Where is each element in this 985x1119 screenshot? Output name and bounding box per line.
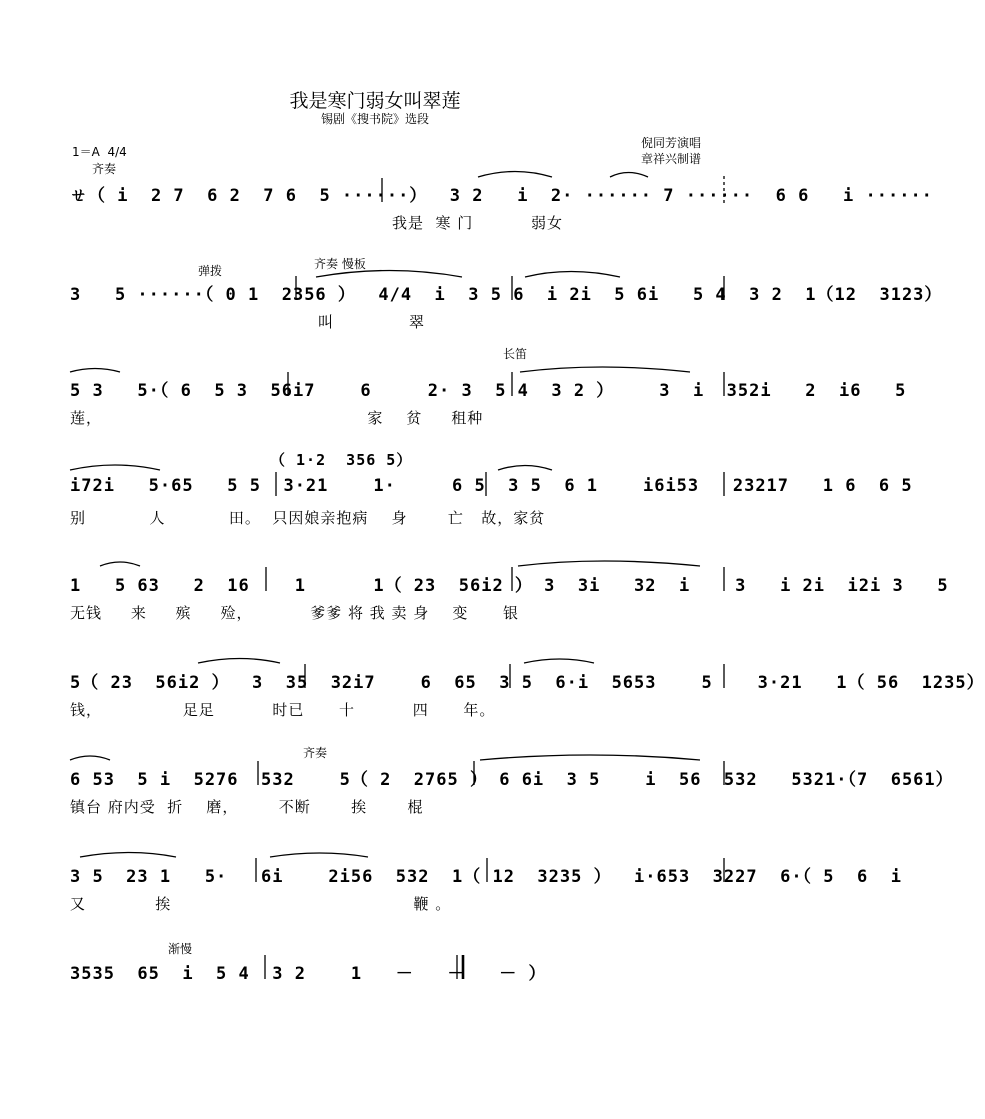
notation-credit: 章祥兴制谱 <box>641 152 702 166</box>
slur <box>518 561 700 566</box>
song-subtitle: 锡剧《搜书院》选段 <box>320 112 429 126</box>
slur <box>100 562 140 566</box>
notation-line-7: 6 53 5 i 5276 532 5（ 2 2765 ） 6 6i 3 5 i 56 532 5321·（7 6561） <box>70 770 954 790</box>
lyric-line-7: 镇台 府内受 折 磨， 不断 挨 棍 <box>70 798 424 816</box>
key-meter-label: 1＝A 4/4 <box>72 145 127 159</box>
slur <box>480 755 700 760</box>
lyric-line-3: 莲， 家 贫 租种 <box>70 409 484 427</box>
slur <box>610 173 648 178</box>
notation-line-4: i72i 5·65 5 5 3·21 1· 6 5 3 5 6 1 i6i53 23217 1 6 6 5 <box>70 476 913 496</box>
notation-line-3: 5 3 5·（ 6 5 3 56i7 6 2· 3 5 4 3 2 ） 3 i 352i 2 i6 5 <box>70 381 907 401</box>
lyric-line-5: 无钱 来 殡 殓， 爹爹 将 我 卖 身 变 银 <box>70 604 519 622</box>
slur <box>478 172 552 178</box>
notation-line-8: 3 5 23 1 5· 6i 2i56 532 1（ 12 3235 ） i·653 3227 6·（ 5 6 i <box>70 867 902 887</box>
slur <box>525 272 620 278</box>
notation-line-2: 3 5 ······（ 0 1 2356 ） 4/4 i 3 5 6 i 2i 5 6i 5 4 3 2 1（12 3123） <box>70 285 943 305</box>
annotation-plucked: 弹拨 <box>198 264 223 278</box>
performer-credit: 倪同芳演唱 <box>641 136 702 150</box>
slur <box>198 659 280 664</box>
slur <box>70 369 120 373</box>
slur <box>498 466 552 471</box>
notation-line-9: 3535 65 i 5 4 3 2 1 － － － ） <box>70 964 547 984</box>
lyric-line-1: 我是 寒 门 弱女 <box>392 214 563 232</box>
slur <box>524 659 594 663</box>
annotation-ritardando: 渐慢 <box>168 942 193 956</box>
slur <box>80 853 176 858</box>
song-title: 我是寒门弱女叫翠莲 <box>289 90 461 112</box>
annotation-tutti-2: 齐奏 <box>303 746 328 760</box>
lyric-line-4: 别 人 田。 只因娘亲抱病 身 亡 故，家贫 <box>70 509 546 527</box>
annotation-flute: 长笛 <box>503 347 528 361</box>
interlude-note: （ 1·2 356 5） <box>270 451 413 469</box>
annotation-tutti-1: 齐奏 <box>92 162 117 176</box>
slur <box>70 465 160 470</box>
lyric-line-2: 叫 翠 <box>318 313 425 331</box>
slur <box>520 367 690 372</box>
notation-line-5: 1 5 63 2 16 1 1（ 23 56i2 ） 3 3i 32 i 3 i 2i i2i 3 5 <box>70 576 949 596</box>
slur <box>270 853 368 857</box>
slur <box>70 756 110 760</box>
slur <box>316 271 462 278</box>
notation-line-1: ㄝ（ i 2 7 6 2 7 6 5 ······） 3 2 i 2· ······ 7 ······ 6 6 i ······ <box>70 186 933 206</box>
annotation-tutti-slow: 齐奏 慢板 <box>314 257 366 271</box>
lyric-line-6: 钱， 足足 时已 十 四 年。 <box>70 701 496 719</box>
lyric-line-8: 又 挨 鞭 。 <box>70 895 452 913</box>
notation-line-6: 5（ 23 56i2 ） 3 35 32i7 6 65 3 5 6·i 5653 5 3·21 1（ 56 1235） <box>70 673 985 693</box>
